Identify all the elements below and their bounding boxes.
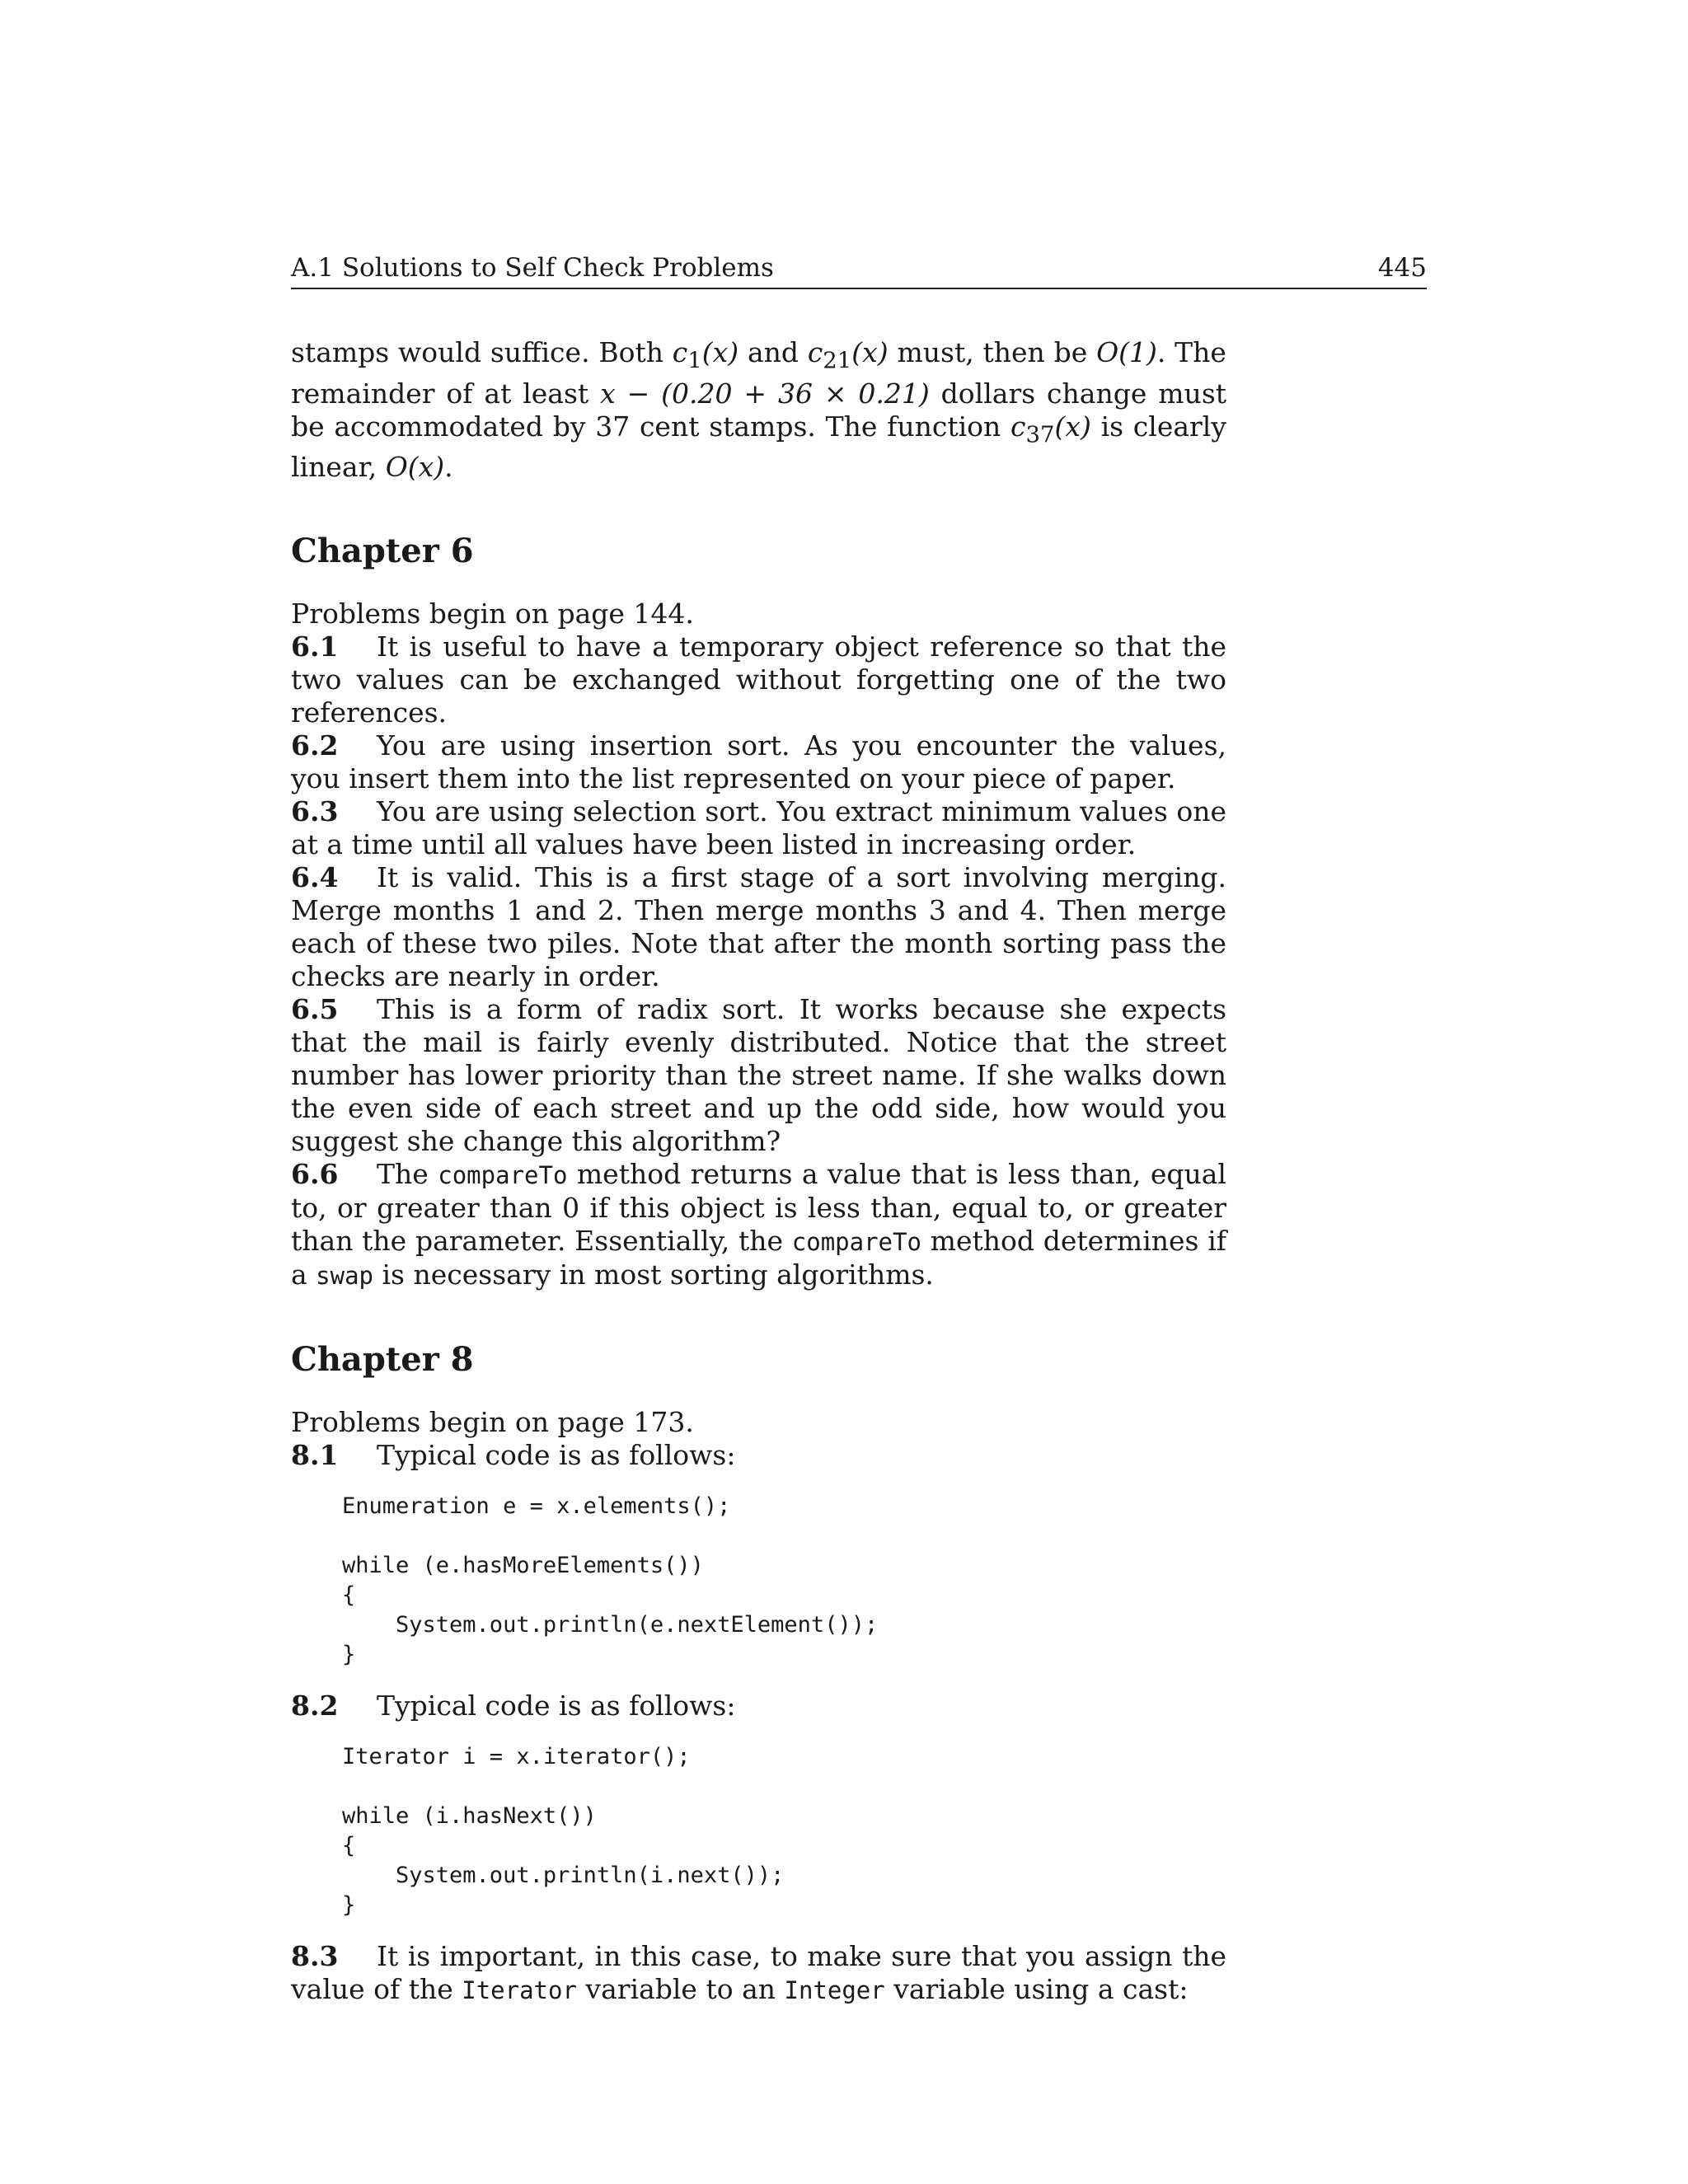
code-line <box>342 1772 1226 1802</box>
intro-text: must, then be <box>888 336 1097 368</box>
math-big-o: O(x) <box>385 451 445 484</box>
intro-paragraph <box>291 336 1226 484</box>
problem-item <box>291 1439 1226 1472</box>
problem-text: It is important, in this case, to make sure that you assign the value of the <box>291 1940 1226 2006</box>
problem-number: 6.6 <box>291 1158 339 1191</box>
problem-item <box>291 1940 1226 2007</box>
problem-item <box>291 729 1226 795</box>
problem-number: 6.3 <box>291 795 339 828</box>
running-header <box>291 251 1427 289</box>
code-line: Iterator i = x.iterator(); <box>342 1744 691 1770</box>
code-line: Enumeration e = x.elements(); <box>342 1493 731 1520</box>
code-block <box>342 1742 1226 1920</box>
problem-text: It is useful to have a temporary object reference so that the two values can be exchanged without forgetting one of the two references. <box>291 630 1226 729</box>
code-line: System.out.println(i.next()); <box>342 1863 785 1889</box>
problem-number: 6.2 <box>291 729 339 762</box>
problem-text: The <box>377 1158 438 1191</box>
intro-text: . <box>444 451 453 484</box>
code-line <box>342 1521 1226 1551</box>
math-c: c <box>807 336 823 368</box>
math-c: c <box>1010 410 1026 443</box>
problem-text: Typical code is as follows: <box>377 1690 736 1722</box>
problem-number: 6.5 <box>291 993 339 1026</box>
math-arg: (x) <box>1054 410 1091 443</box>
page-number: 445 <box>1377 253 1427 283</box>
problem-item <box>291 795 1226 861</box>
inline-code: Integer <box>784 1976 885 2005</box>
intro-text: . The remainder of at least <box>291 336 1226 410</box>
code-block <box>342 1492 1226 1670</box>
math-subscript: 1 <box>687 347 702 374</box>
problem-item <box>291 630 1226 729</box>
problems-begin: Problems begin on page 144. <box>291 598 694 630</box>
problem-text: This is a form of radix sort. It works because she expects that the mail is fairly evenly distributed. Notice that the street number has lower priority than the street name. If she walks down the even side of each street and up the odd side, how would you suggest she change this algorithm? <box>291 993 1226 1158</box>
code-line: } <box>342 1642 356 1668</box>
problem-number: 8.2 <box>291 1690 339 1722</box>
problem-text: is necessary in most sorting algorithms. <box>373 1258 934 1291</box>
page-body <box>291 336 1226 2007</box>
math-subscript: 21 <box>823 347 852 374</box>
math-c: c <box>672 336 688 368</box>
problem-item <box>291 861 1226 993</box>
math-expression: x − (0.20 + 36 × 0.21) <box>600 377 930 410</box>
problems-begin: Problems begin on page 173. <box>291 1406 694 1439</box>
problem-text: method returns a value that is less than, equal to, or greater than 0 if this object is less than, equal to, or greater than the parameter. Essentially, the <box>291 1158 1226 1258</box>
code-line: { <box>342 1833 356 1859</box>
problem-text: variable using a cast: <box>884 1973 1189 2006</box>
code-line: { <box>342 1582 356 1609</box>
code-line: } <box>342 1892 356 1919</box>
inline-code: compareTo <box>438 1161 568 1190</box>
problem-text: It is valid. This is a first stage of a sort involving merging. Merge months 1 and 2. Then merge months 3 and 4. Then merge each of these two piles. Note that after the month sorting pass the checks are nearly in order. <box>291 861 1226 993</box>
inline-code: compareTo <box>791 1228 921 1257</box>
problem-number: 8.1 <box>291 1439 339 1472</box>
problem-text: method determines if a <box>291 1225 1226 1291</box>
problem-text: Typical code is as follows: <box>377 1439 736 1472</box>
problem-number: 6.4 <box>291 861 339 894</box>
problem-item <box>291 1158 1226 1292</box>
problem-item <box>291 1690 1226 1722</box>
problem-text: You are using selection sort. You extract minimum values one at a time until all values have been listed in increasing order. <box>291 795 1226 861</box>
chapter-heading: Chapter 8 <box>291 1340 474 1380</box>
code-line: while (i.hasNext()) <box>342 1803 597 1830</box>
inline-code: Iterator <box>462 1976 577 2005</box>
section-title: A.1 Solutions to Self Check Problems <box>291 253 774 283</box>
chapter-heading: Chapter 6 <box>291 532 474 571</box>
math-big-o: O(1) <box>1096 336 1157 368</box>
problem-item <box>291 993 1226 1158</box>
problem-number: 8.3 <box>291 1940 339 1973</box>
code-line: while (e.hasMoreElements()) <box>342 1553 704 1579</box>
intro-text: stamps would suffice. Both <box>291 336 673 368</box>
math-subscript: 37 <box>1025 421 1055 448</box>
problem-text: You are using insertion sort. As you encounter the values, you insert them into the list represented on your piece of paper. <box>291 729 1226 795</box>
math-arg: (x) <box>851 336 889 368</box>
problem-number: 6.1 <box>291 630 339 663</box>
intro-text: and <box>738 336 808 368</box>
intro-text: dollars change must be accommodated by 37 cent stamps. The function <box>291 377 1227 443</box>
intro-text: is clearly linear, <box>291 410 1226 484</box>
math-arg: (x) <box>701 336 739 368</box>
code-line: System.out.println(e.nextElement()); <box>342 1612 879 1638</box>
inline-code: swap <box>316 1262 374 1291</box>
problem-text: variable to an <box>576 1973 785 2006</box>
